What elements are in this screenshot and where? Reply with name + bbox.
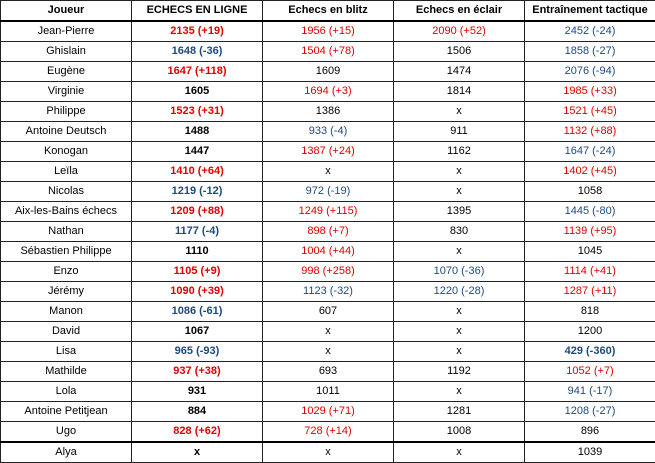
blitz-rating: 898 (+7) (263, 222, 394, 242)
bullet-rating: x (394, 342, 525, 362)
tactics-rating: 1052 (+7) (525, 362, 655, 382)
table-row (1, 282, 655, 302)
player-name: Jérémy (1, 282, 132, 302)
table-row (1, 222, 655, 242)
online-rating: 828 (+62) (132, 422, 263, 443)
tactics-rating: 1045 (525, 242, 655, 262)
bullet-rating: 1281 (394, 402, 525, 422)
tactics-rating: 1139 (+95) (525, 222, 655, 242)
online-rating: 931 (132, 382, 263, 402)
player-name: Antoine Deutsch (1, 122, 132, 142)
bullet-rating: 1220 (-28) (394, 282, 525, 302)
player-name: Enzo (1, 262, 132, 282)
online-rating: 2135 (+19) (132, 21, 263, 42)
online-rating: 1086 (-61) (132, 302, 263, 322)
blitz-rating: 693 (263, 362, 394, 382)
table-row (1, 62, 655, 82)
online-rating: 1648 (-36) (132, 42, 263, 62)
tactics-rating: 1208 (-27) (525, 402, 655, 422)
blitz-rating: x (263, 322, 394, 342)
player-name: Mathilde (1, 362, 132, 382)
online-rating: 1067 (132, 322, 263, 342)
tactics-rating: 1039 (525, 442, 655, 463)
blitz-rating: 998 (+258) (263, 262, 394, 282)
bullet-rating: x (394, 162, 525, 182)
table-row (1, 362, 655, 382)
bullet-rating: 1814 (394, 82, 525, 102)
online-rating: 1523 (+31) (132, 102, 263, 122)
online-rating: 937 (+38) (132, 362, 263, 382)
blitz-rating: x (263, 342, 394, 362)
player-name: Alya (1, 442, 132, 463)
online-rating: 1090 (+39) (132, 282, 263, 302)
player-name: Ghislain (1, 42, 132, 62)
player-name: Ugo (1, 422, 132, 443)
tactics-rating: 1402 (+45) (525, 162, 655, 182)
bullet-rating: 1192 (394, 362, 525, 382)
online-rating: 1447 (132, 142, 263, 162)
tactics-rating: 1058 (525, 182, 655, 202)
table-row (1, 202, 655, 222)
blitz-rating: 1123 (-32) (263, 282, 394, 302)
player-name: Nathan (1, 222, 132, 242)
player-name: Philippe (1, 102, 132, 122)
tactics-rating: 1858 (-27) (525, 42, 655, 62)
player-name: Virginie (1, 82, 132, 102)
online-rating: 1488 (132, 122, 263, 142)
tactics-rating: 1521 (+45) (525, 102, 655, 122)
table-row (1, 422, 655, 443)
blitz-rating: 972 (-19) (263, 182, 394, 202)
header-player: Joueur (1, 1, 132, 22)
header-row (1, 1, 655, 22)
player-name: Manon (1, 302, 132, 322)
online-rating: 965 (-93) (132, 342, 263, 362)
table-row (1, 162, 655, 182)
tactics-rating: 1114 (+41) (525, 262, 655, 282)
player-name: Antoine Petitjean (1, 402, 132, 422)
table-row (1, 262, 655, 282)
table-row (1, 322, 655, 342)
table-row (1, 182, 655, 202)
table-row (1, 21, 655, 42)
table-row (1, 302, 655, 322)
tactics-rating: 429 (-360) (525, 342, 655, 362)
tactics-rating: 2452 (-24) (525, 21, 655, 42)
blitz-rating: 1956 (+15) (263, 21, 394, 42)
online-rating: 1209 (+88) (132, 202, 263, 222)
table-row (1, 442, 655, 463)
bullet-rating: x (394, 382, 525, 402)
blitz-rating: 1504 (+78) (263, 42, 394, 62)
tactics-rating: 1985 (+33) (525, 82, 655, 102)
blitz-rating: 1029 (+71) (263, 402, 394, 422)
table-row (1, 82, 655, 102)
bullet-rating: x (394, 322, 525, 342)
bullet-rating: x (394, 442, 525, 463)
player-name: Aix-les-Bains échecs (1, 202, 132, 222)
player-name: Nicolas (1, 182, 132, 202)
blitz-rating: 728 (+14) (263, 422, 394, 443)
blitz-rating: 1004 (+44) (263, 242, 394, 262)
online-rating: x (132, 442, 263, 463)
bullet-rating: 2090 (+52) (394, 21, 525, 42)
player-name: Leïla (1, 162, 132, 182)
blitz-rating: 1609 (263, 62, 394, 82)
online-rating: 1110 (132, 242, 263, 262)
table-row (1, 102, 655, 122)
tactics-rating: 818 (525, 302, 655, 322)
blitz-rating: x (263, 442, 394, 463)
tactics-rating: 2076 (-94) (525, 62, 655, 82)
blitz-rating: x (263, 162, 394, 182)
player-name: Sébastien Philippe (1, 242, 132, 262)
table-row (1, 122, 655, 142)
online-rating: 1410 (+64) (132, 162, 263, 182)
player-name: Jean-Pierre (1, 21, 132, 42)
bullet-rating: x (394, 182, 525, 202)
header-blitz: Echecs en blitz (263, 1, 394, 22)
tactics-rating: 941 (-17) (525, 382, 655, 402)
bullet-rating: 1008 (394, 422, 525, 443)
player-name: Lisa (1, 342, 132, 362)
bullet-rating: 1474 (394, 62, 525, 82)
player-name: Konogan (1, 142, 132, 162)
online-rating: 1219 (-12) (132, 182, 263, 202)
bullet-rating: x (394, 242, 525, 262)
tactics-rating: 1132 (+88) (525, 122, 655, 142)
online-rating: 884 (132, 402, 263, 422)
blitz-rating: 1387 (+24) (263, 142, 394, 162)
table-row (1, 242, 655, 262)
bullet-rating: x (394, 302, 525, 322)
table-row (1, 402, 655, 422)
bullet-rating: 1395 (394, 202, 525, 222)
blitz-rating: 933 (-4) (263, 122, 394, 142)
bullet-rating: x (394, 102, 525, 122)
online-rating: 1647 (+118) (132, 62, 263, 82)
online-rating: 1105 (+9) (132, 262, 263, 282)
header-tactics: Entraînement tactique (525, 1, 655, 22)
player-name: Lola (1, 382, 132, 402)
tactics-rating: 1445 (-80) (525, 202, 655, 222)
online-rating: 1605 (132, 82, 263, 102)
table-row (1, 42, 655, 62)
tactics-rating: 1647 (-24) (525, 142, 655, 162)
bullet-rating: 1506 (394, 42, 525, 62)
table-row (1, 142, 655, 162)
blitz-rating: 1249 (+115) (263, 202, 394, 222)
tactics-rating: 896 (525, 422, 655, 443)
tactics-rating: 1287 (+11) (525, 282, 655, 302)
blitz-rating: 607 (263, 302, 394, 322)
bullet-rating: 1162 (394, 142, 525, 162)
blitz-rating: 1011 (263, 382, 394, 402)
header-bullet: Echecs en éclair (394, 1, 525, 22)
player-name: Eugène (1, 62, 132, 82)
bullet-rating: 830 (394, 222, 525, 242)
bullet-rating: 1070 (-36) (394, 262, 525, 282)
blitz-rating: 1386 (263, 102, 394, 122)
table-row (1, 382, 655, 402)
table-body (1, 21, 655, 463)
player-name: David (1, 322, 132, 342)
blitz-rating: 1694 (+3) (263, 82, 394, 102)
bullet-rating: 911 (394, 122, 525, 142)
online-rating: 1177 (-4) (132, 222, 263, 242)
header-online: ECHECS EN LIGNE (132, 1, 263, 22)
table-row (1, 342, 655, 362)
tactics-rating: 1200 (525, 322, 655, 342)
